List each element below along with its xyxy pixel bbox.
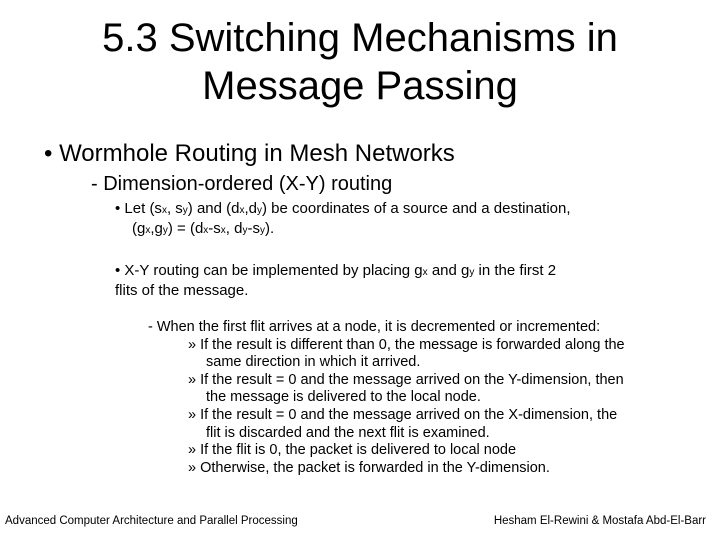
- point-xy-routing-line-1: • X-Y routing can be implemented by placing gx and gy in the first 2: [115, 262, 557, 279]
- rule-1-line-1: » If the result is different than 0, the message is forwarded along the: [188, 336, 625, 353]
- slide-title: [20, 14, 700, 110]
- bullet-wormhole-routing: • Wormhole Routing in Mesh Networks: [44, 140, 455, 167]
- rule-2-line-1: » If the result = 0 and the message arrived on the Y-dimension, then: [188, 371, 624, 388]
- point-coordinates-line-1: • Let (sx, sy) and (dx,dy) be coordinates of a source and a destination,: [115, 200, 571, 217]
- title-line-2: Message Passing: [202, 64, 518, 108]
- rules-intro: - When the first flit arrives at a node, it is decremented or incremented:: [148, 319, 601, 335]
- rule-3-line-2: flit is discarded and the next flit is examined.: [206, 424, 490, 441]
- point-xy-routing-line-2: flits of the message.: [115, 282, 249, 299]
- rule-4: » If the flit is 0, the packet is delivered to local node: [188, 442, 517, 459]
- point-coordinates-line-2: (gx,gy) = (dx-sx, dy-sy).: [132, 220, 275, 237]
- rule-1-line-2: same direction in which it arrived.: [206, 354, 421, 371]
- flit-processing-rules: [148, 319, 708, 477]
- point-xy-routing: [115, 262, 695, 300]
- footer-authors: Hesham El-Rewini & Mostafa Abd-El-Barr: [493, 515, 706, 527]
- rule-2-line-2: the message is delivered to the local node.: [206, 389, 481, 406]
- subheading-dimension-ordered: - Dimension-ordered (X-Y) routing: [91, 173, 393, 195]
- title-line-1: 5.3 Switching Mechanisms in: [102, 16, 618, 60]
- rule-3-line-1: » If the result = 0 and the message arrived on the X-dimension, the: [188, 406, 618, 423]
- footer-course-title: Advanced Computer Architecture and Parallel Processing: [5, 515, 298, 527]
- rule-5: » Otherwise, the packet is forwarded in the Y-dimension.: [188, 459, 550, 476]
- point-coordinates: [115, 200, 695, 240]
